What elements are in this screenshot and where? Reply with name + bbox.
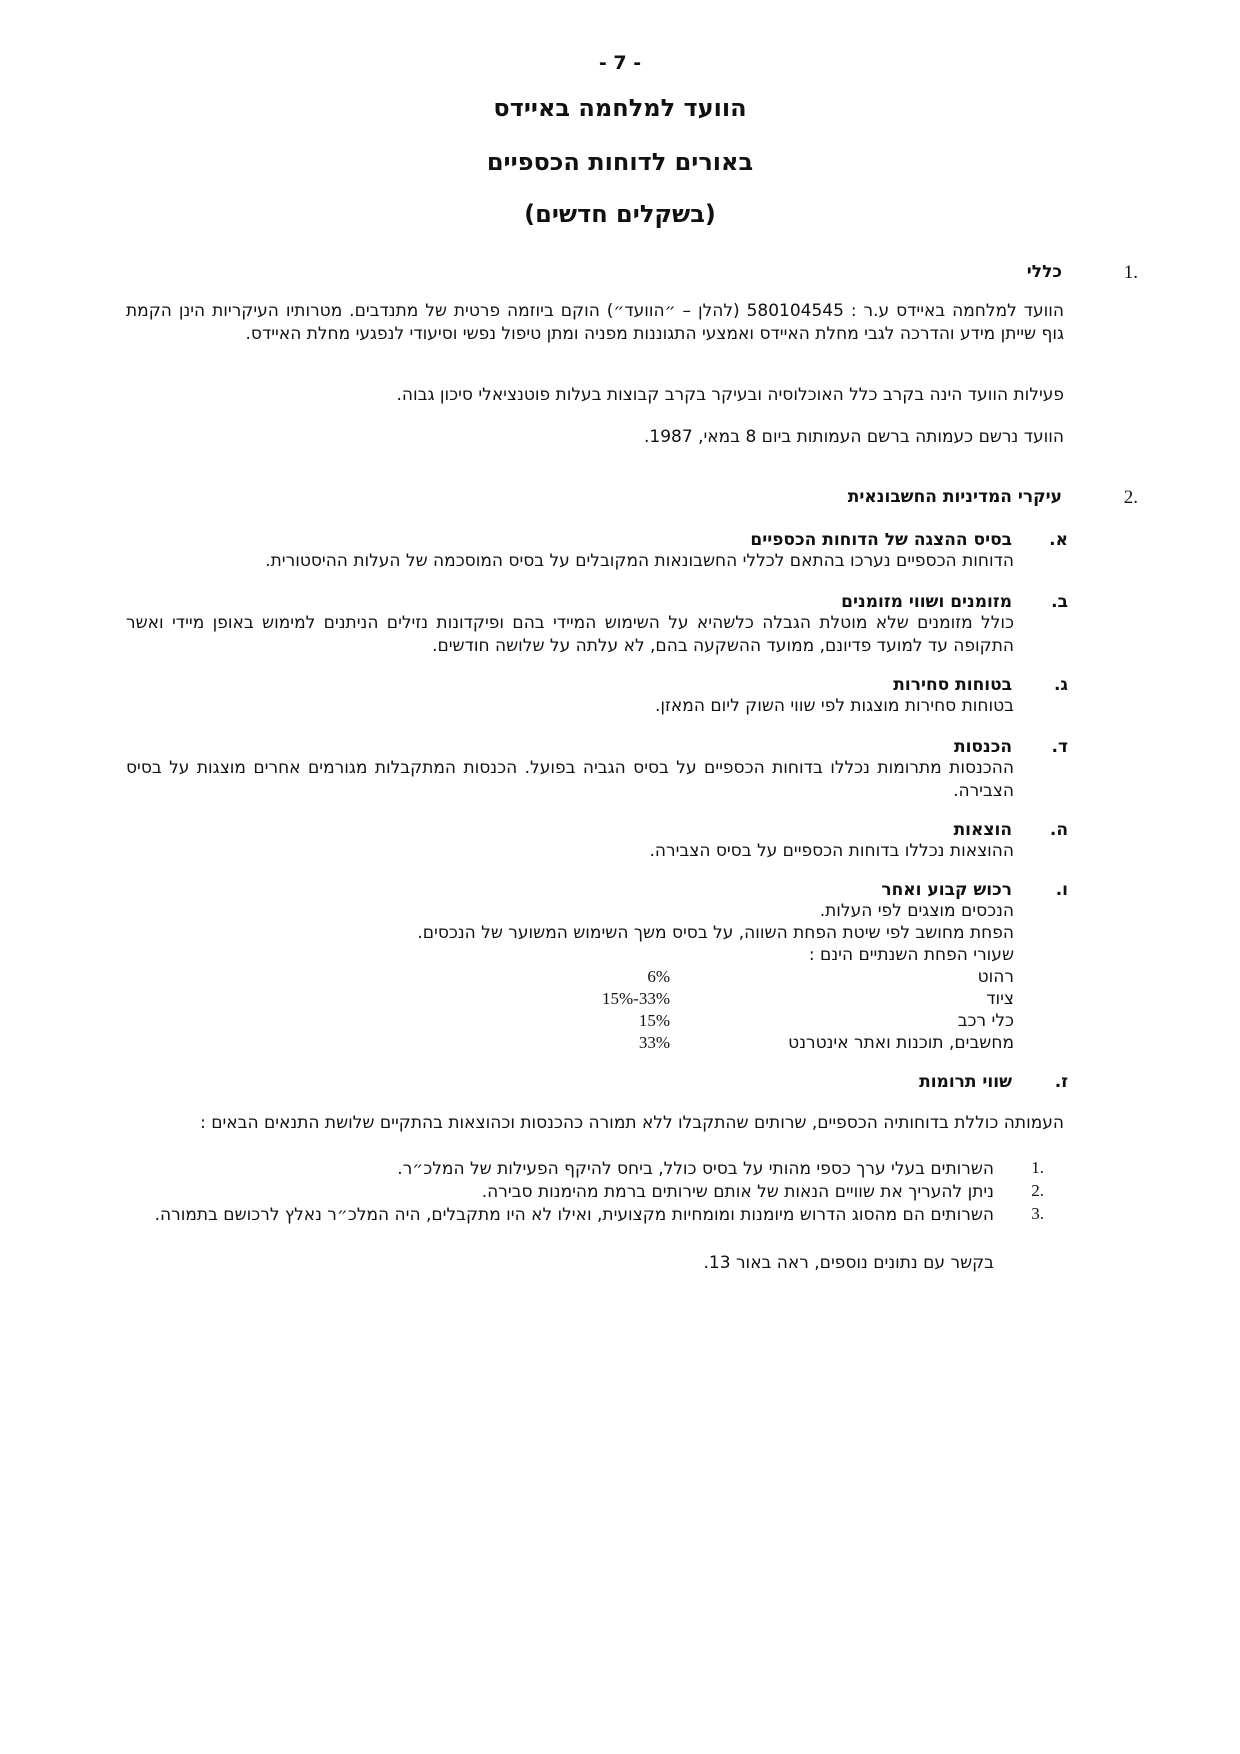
depreciation-item: ציוד [986, 989, 1014, 1009]
policy-letter: ג. [1053, 675, 1068, 695]
policy-heading: מזומנים ושווי מזומנים [841, 592, 1012, 612]
depreciation-rate: 6% [647, 967, 670, 986]
condition-text: השרותים הם מהסוג הדרוש מיומנות ומומחיות מקצועית, ואילו לא היו מתקבלים, היה המלכ״ר נאלץ לרכושם בתמורה. [154, 1205, 994, 1225]
policy-text: ההוצאות נכללו בדוחות הכספיים על בסיס הצבירה. [649, 841, 1014, 861]
page-title: הוועד למלחמה באיידס [493, 94, 747, 122]
condition-number: 3. [1031, 1204, 1044, 1223]
policy-letter: ו. [1055, 880, 1068, 900]
fixed-assets-line: הפחת מחושב לפי שיטת הפחת השווה, על בסיס משך השימוש המשוער של הנכסים. [417, 923, 1014, 943]
policy-heading: הוצאות [953, 820, 1012, 840]
general-paragraph: הוועד למלחמה באיידס ע.ר : 580104545 (להלן – ״הוועד״) הוקם ביוזמה פרטית של מתנדבים. מטרותיו העיקריות הינן הקמת גוף שייתן מידע והדרכה לגבי מחלת האיידס ואמצעי התגוננות מפניה ומתן טיפול נפשי וסיעודי לנפגעי מחלת האיידס. [126, 301, 1064, 344]
depreciation-rate: 33% [638, 1033, 670, 1052]
policy-letter: ז. [1054, 1072, 1068, 1092]
policy-heading: הכנסות [953, 737, 1012, 757]
policy-heading: רכוש קבוע ואחר [881, 880, 1012, 900]
page-subtitle: באורים לדוחות הכספיים [486, 148, 754, 176]
currency-note: (בשקלים חדשים) [524, 200, 716, 228]
depreciation-rate: 15% [638, 1011, 670, 1030]
fixed-assets-line: שעורי הפחת השנתיים הינם : [808, 945, 1014, 965]
condition-number: 2. [1031, 1181, 1044, 1200]
condition-text: השרותים בעלי ערך כספי מהותי על בסיס כולל, ביחס להיקף הפעילות של המלכ״ר. [397, 1159, 994, 1179]
activity-paragraph: פעילות הוועד הינה בקרב כלל האוכלוסיה ובעיקר בקרב קבוצות בעלות פוטנציאלי סיכון גבוה. [396, 385, 1064, 405]
section-number: 1. [1123, 262, 1138, 283]
policy-letter: א. [1049, 530, 1068, 550]
policy-heading: בטוחות סחירות [893, 675, 1012, 695]
policy-heading: שווי תרומות [919, 1072, 1012, 1092]
policy-letter: ב. [1051, 592, 1068, 612]
section-heading: כללי [1026, 262, 1062, 282]
depreciation-rate: 15%-33% [602, 989, 670, 1008]
policy-heading: בסיס ההצגה של הדוחות הכספיים [750, 530, 1012, 550]
depreciation-item: מחשבים, תוכנות ואתר אינטרנט [788, 1033, 1014, 1053]
section-number: 2. [1123, 487, 1138, 508]
condition-number: 1. [1031, 1158, 1044, 1177]
donations-intro: העמותה כוללת בדוחותיה הכספיים, שרותים שהתקבלו ללא תמורה כהכנסות וכהוצאות בהתקיים שלושת התנאים הבאים : [200, 1113, 1064, 1133]
policy-text: כולל מזומנים שלא מוטלת הגבלה כלשהיא על השימוש המיידי בהם ופיקדונות נזילים הניתנים למימוש באופן מיידי ואשר התקופה עד למועד פדיונם, ממועד ההשקעה בהם, לא עלתה על שלושה חודשים. [126, 613, 1014, 656]
policy-text: בטוחות סחירות מוצגות לפי שווי השוק ליום המאזן. [655, 696, 1014, 716]
depreciation-item: כלי רכב [957, 1011, 1014, 1031]
policy-letter: ה. [1049, 820, 1068, 840]
registration-paragraph: הוועד נרשם כעמותה ברשם העמותות ביום 8 במאי, 1987. [644, 427, 1064, 447]
page-number: - 7 - [598, 52, 642, 74]
section-heading: עיקרי המדיניות החשבונאית [847, 487, 1062, 507]
policy-letter: ד. [1051, 737, 1068, 757]
fixed-assets-line: הנכסים מוצגים לפי העלות. [819, 901, 1014, 921]
depreciation-item: רהוט [977, 967, 1014, 987]
policy-text: ההכנסות מתרומות נכללו בדוחות הכספיים על בסיס הגביה בפועל. הכנסות המתקבלות מגורמים אחרים מוצגות על בסיס הצבירה. [126, 758, 1014, 801]
policy-text: הדוחות הכספיים נערכו בהתאם לכללי החשבונאות המקובלים על בסיס המוסכמה של העלות ההיסטורית. [265, 551, 1014, 571]
reference-note: בקשר עם נתונים נוספים, ראה באור 13. [703, 1253, 994, 1273]
condition-text: ניתן להעריך את שוויים הנאות של אותם שירותים ברמת מהימנות סבירה. [481, 1182, 994, 1202]
